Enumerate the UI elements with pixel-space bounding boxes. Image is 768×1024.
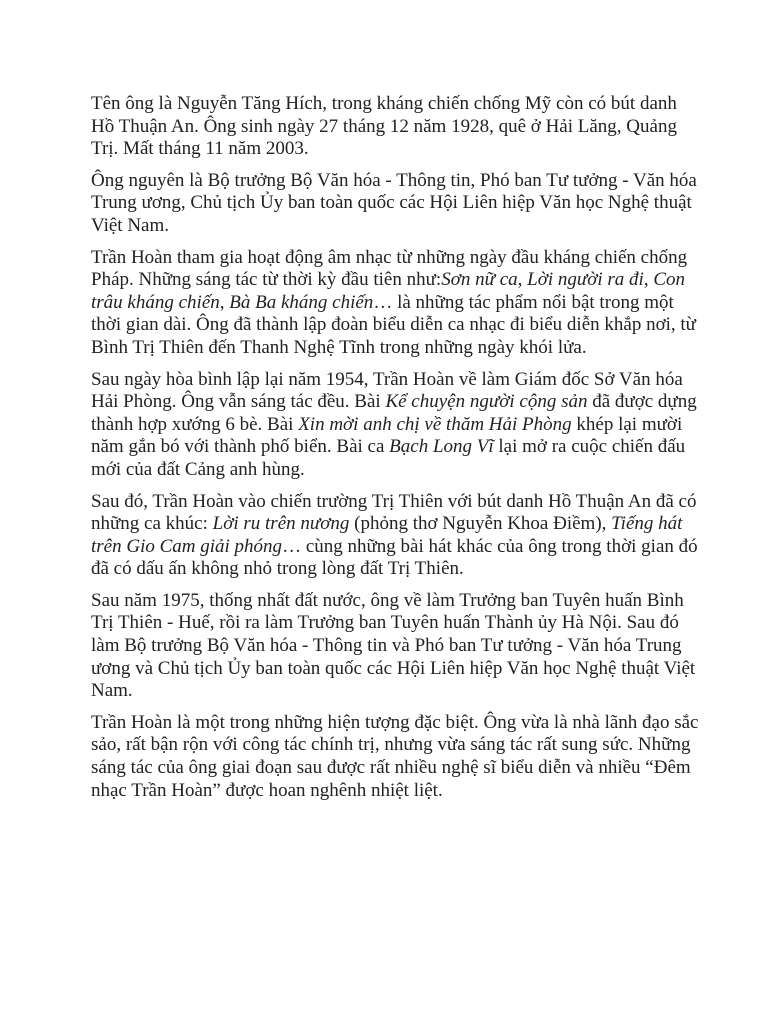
- italic-title-text: Xin mời anh chị về thăm Hải Phòng: [298, 413, 572, 435]
- body-text: … là những tác phẩm nổi bật trong một thời gian dài. Ông đã thành lập đoàn biểu diễn ca nhạc đi biểu diễn khắp nơi, từ Bình Trị Thiên đến Thanh Nghệ Tĩnh trong những ngày khói lửa.: [91, 291, 696, 358]
- body-text: Sau năm 1975, thống nhất đất nước, ông về làm Trưởng ban Tuyên huấn Bình Trị Thiên - Huế, rồi ra làm Trưởng ban Tuyên huấn Thành ủy Hà Nội. Sau đó làm Bộ trưởng Bộ Văn hóa - Thông tin và Phó ban Tư tưởng - Văn hóa Trung ương và Chủ tịch Ủy ban toàn quốc các Hội Liên hiệp Văn học Nghệ thuật Việt Nam.: [91, 589, 696, 702]
- body-text: Trần Hoàn tham gia hoạt động âm nhạc từ những ngày đầu kháng chiến chống Pháp. Những sáng tác từ thời kỳ đầu tiên như:: [91, 246, 688, 291]
- body-text: đã được dựng thành hợp xướng 6 bè. Bài: [91, 391, 697, 435]
- paragraph-2: [91, 170, 701, 238]
- body-text: … cùng những bài hát khác của ông trong thời gian đó đã có dấu ấn không nhỏ trong lòng đất Trị Thiên.: [91, 535, 698, 580]
- body-text: ,: [219, 291, 230, 313]
- body-text: Sau đó, Trần Hoàn vào chiến trường Trị Thiên với bút danh Hồ Thuận An đã có những ca khúc:: [91, 490, 697, 535]
- body-text: (phỏng thơ Nguyễn Khoa Điềm),: [349, 513, 612, 535]
- body-text: ,: [643, 269, 654, 291]
- body-text: Ông nguyên là Bộ trưởng Bộ Văn hóa - Thông tin, Phó ban Tư tưởng - Văn hóa Trung ương, Chủ tịch Ủy ban toàn quốc các Hội Liên hiệp Văn học Nghệ thuật Việt Nam.: [91, 169, 697, 236]
- body-text: Trần Hoàn là một trong những hiện tượng đặc biệt. Ông vừa là nhà lãnh đạo sắc sảo, rất bận rộn với công tác chính trị, nhưng vừa sáng tác rất sung sức. Những sáng tác của ông giai đoạn sau được rất nhiều nghệ sĩ biểu diễn và nhiều “Đêm nhạc Trần Hoàn” được hoan nghênh nhiệt liệt.: [91, 711, 699, 801]
- paragraph-6: [91, 590, 701, 703]
- body-text: ,: [517, 269, 528, 291]
- paragraph-4: [91, 369, 701, 482]
- body-text: Tên ông là Nguyễn Tăng Hích, trong kháng chiến chống Mỹ còn có bút danh Hồ Thuận An. Ông sinh ngày 27 tháng 12 năm 1928, quê ở Hải Lăng, Quảng Trị. Mất tháng 11 năm 2003.: [91, 93, 677, 160]
- body-text: Sau ngày hòa bình lập lại năm 1954, Trần Hoàn về làm Giám đốc Sở Văn hóa Hải Phòng. Ông vẫn sáng tác đều. Bài: [91, 368, 683, 413]
- italic-title-text: Kể chuyện người cộng sản: [385, 391, 588, 413]
- paragraph-1: [91, 93, 701, 161]
- italic-title-text: Bà Ba kháng chiến: [229, 291, 374, 313]
- italic-title-text: Con trâu kháng chiến: [91, 269, 686, 313]
- document-page: [91, 93, 701, 811]
- italic-title-text: Lời ru trên nương: [212, 513, 350, 535]
- paragraph-7: [91, 712, 701, 802]
- italic-title-text: Tiếng hát trên Gio Cam giải phóng: [91, 513, 683, 557]
- paragraph-5: [91, 491, 701, 581]
- italic-title-text: Sơn nữ ca: [441, 269, 518, 291]
- italic-title-text: Bạch Long Vĩ: [389, 436, 494, 458]
- italic-title-text: Lời người ra đi: [527, 269, 644, 291]
- paragraph-3: [91, 247, 701, 360]
- body-text: khép lại mười năm gắn bó với thành phố biển. Bài ca: [91, 413, 683, 458]
- body-text: lại mở ra cuộc chiến đấu mới của đất Cảng anh hùng.: [91, 436, 686, 480]
